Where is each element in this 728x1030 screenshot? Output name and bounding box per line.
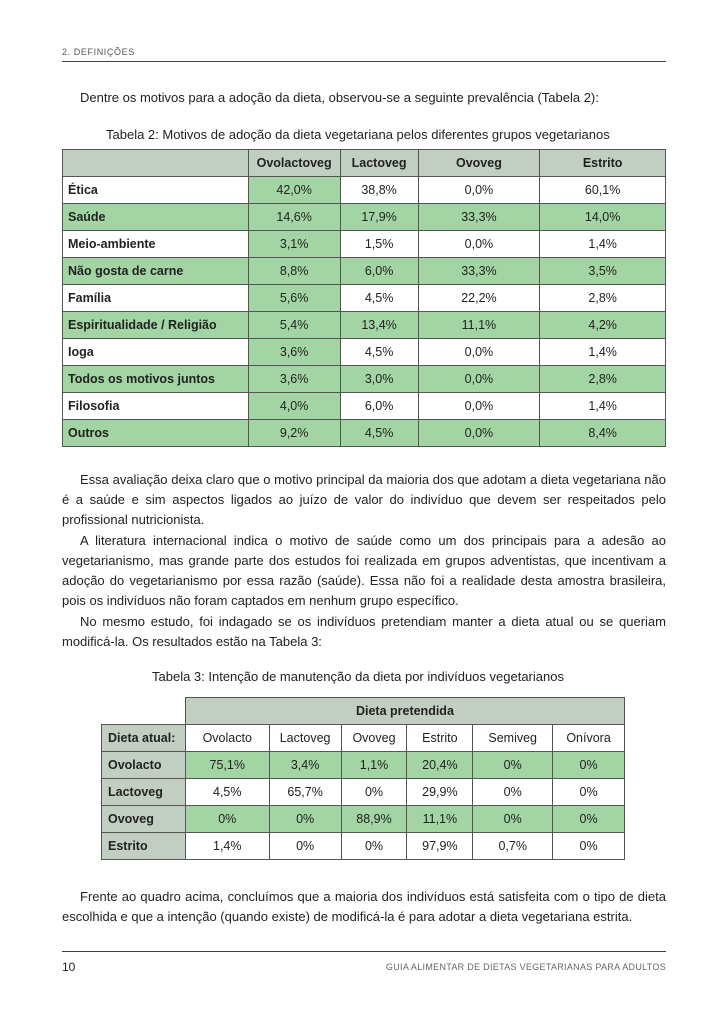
table-cell: 8,8%: [248, 258, 340, 285]
table-cell: 0%: [269, 833, 341, 860]
header-divider: [62, 61, 666, 62]
table-row: [102, 752, 625, 779]
table-cell: 8,4%: [540, 420, 666, 447]
table-cell: 4,5%: [340, 285, 418, 312]
table-cell: 22,2%: [418, 285, 540, 312]
table-row: [102, 833, 625, 860]
table-cell: 9,2%: [248, 420, 340, 447]
table-cell: 88,9%: [341, 806, 407, 833]
table-cell: 60,1%: [540, 177, 666, 204]
row-label: Saúde: [63, 204, 249, 231]
table-cell: 0%: [553, 779, 625, 806]
column-header: Semiveg: [473, 725, 553, 752]
table-cell: 1,4%: [185, 833, 269, 860]
column-header: Ovolacto: [185, 725, 269, 752]
table-cell: 75,1%: [185, 752, 269, 779]
current-diet-header: Dieta atual:: [102, 725, 186, 752]
column-header: Lactoveg: [340, 150, 418, 177]
table-cell: 4,5%: [340, 420, 418, 447]
table-cell: 11,1%: [407, 806, 473, 833]
table-cell: 4,2%: [540, 312, 666, 339]
table-cell: 0,0%: [418, 231, 540, 258]
table-cell: 0%: [553, 806, 625, 833]
table-row: [63, 393, 666, 420]
row-label: Meio-ambiente: [63, 231, 249, 258]
table-cell: 1,4%: [540, 393, 666, 420]
column-header: Estrito: [407, 725, 473, 752]
table3-caption: Tabela 3: Intenção de manutenção da dieta por indivíduos vegetarianos: [152, 669, 564, 684]
table-cell: 38,8%: [340, 177, 418, 204]
footer-divider: [62, 951, 666, 952]
table-cell: 0,7%: [473, 833, 553, 860]
row-label: Espiritualidade / Religião: [63, 312, 249, 339]
table-cell: 20,4%: [407, 752, 473, 779]
closing-paragraph: Frente ao quadro acima, concluímos que a maioria dos indivíduos está satisfeita com o tipo de dieta escolhida e que a intenção (quando existe) de modificá-la é para adotar a dieta vegetariana estrita.: [62, 889, 666, 924]
table-cell: 0,0%: [418, 177, 540, 204]
table-cell: 2,8%: [540, 285, 666, 312]
table-cell: 0%: [553, 752, 625, 779]
column-header: Estrito: [540, 150, 666, 177]
table-row: [63, 366, 666, 393]
table-cell: 97,9%: [407, 833, 473, 860]
table-cell: 0%: [341, 833, 407, 860]
table-cell: 14,0%: [540, 204, 666, 231]
table-cell: 0,0%: [418, 366, 540, 393]
table-cell: 33,3%: [418, 204, 540, 231]
diet-intention-table: [101, 697, 625, 860]
table-row: [63, 231, 666, 258]
table-cell: 1,4%: [540, 231, 666, 258]
reasons-table: [62, 149, 666, 447]
table-cell: 0%: [473, 752, 553, 779]
table-cell: 13,4%: [340, 312, 418, 339]
intro-paragraph: Dentre os motivos para a adoção da dieta, observou-se a seguinte prevalência (Tabela 2):: [80, 90, 599, 105]
table-row: [63, 339, 666, 366]
table-cell: 0%: [185, 806, 269, 833]
row-label: Ovoveg: [102, 806, 186, 833]
row-label: Ovolacto: [102, 752, 186, 779]
row-label: Não gosta de carne: [63, 258, 249, 285]
table-cell: 0%: [473, 779, 553, 806]
table-cell: 0,0%: [418, 393, 540, 420]
table-cell: 3,6%: [248, 339, 340, 366]
group-header-row: [102, 698, 625, 725]
table-header-row: [63, 150, 666, 177]
row-label: Ética: [63, 177, 249, 204]
table-cell: 65,7%: [269, 779, 341, 806]
row-label: Filosofia: [63, 393, 249, 420]
column-header: Lactoveg: [269, 725, 341, 752]
table-cell: 0,0%: [418, 339, 540, 366]
table-cell: 1,5%: [340, 231, 418, 258]
paragraph-3: No mesmo estudo, foi indagado se os indivíduos pretendiam manter a dieta atual ou se queriam modificá-la. Os resultados estão na Tabela 3:: [62, 614, 666, 649]
paragraph-1: Essa avaliação deixa claro que o motivo principal da maioria dos que adotam a dieta vegetariana não é a saúde e sim aspectos ligados ao juízo de valor do indivíduo que devem ser respeitados pelo profissional nutricionista.: [62, 472, 666, 527]
table-cell: 0%: [341, 779, 407, 806]
table-cell: 0%: [553, 833, 625, 860]
table-cell: 6,0%: [340, 258, 418, 285]
row-label: Lactoveg: [102, 779, 186, 806]
column-header: Ovoveg: [341, 725, 407, 752]
table-cell: 0%: [269, 806, 341, 833]
table-cell: 3,5%: [540, 258, 666, 285]
intended-diet-header: Dieta pretendida: [185, 698, 624, 725]
table-row: [102, 779, 625, 806]
column-header: Ovoveg: [418, 150, 540, 177]
table-cell: 11,1%: [418, 312, 540, 339]
column-header: Ovolactoveg: [248, 150, 340, 177]
column-header-row: [102, 725, 625, 752]
column-header: Onívora: [553, 725, 625, 752]
table-cell: 4,5%: [185, 779, 269, 806]
table-cell: 14,6%: [248, 204, 340, 231]
table-cell: 33,3%: [418, 258, 540, 285]
table-cell: 1,4%: [540, 339, 666, 366]
table-cell: 42,0%: [248, 177, 340, 204]
table-row: [102, 806, 625, 833]
row-label: Família: [63, 285, 249, 312]
table-cell: 29,9%: [407, 779, 473, 806]
page-number: 10: [62, 960, 76, 974]
table-cell: 3,0%: [340, 366, 418, 393]
table-cell: 6,0%: [340, 393, 418, 420]
table-cell: 3,1%: [248, 231, 340, 258]
table-cell: 2,8%: [540, 366, 666, 393]
table-row: [63, 204, 666, 231]
table-cell: 5,4%: [248, 312, 340, 339]
row-label: Outros: [63, 420, 249, 447]
section-label: 2. DEFINIÇÕES: [62, 47, 135, 57]
table-corner-cell: [63, 150, 249, 177]
table-row: [63, 258, 666, 285]
table-cell: 3,6%: [248, 366, 340, 393]
table-cell: 17,9%: [340, 204, 418, 231]
table-cell: 3,4%: [269, 752, 341, 779]
paragraph-2: A literatura internacional indica o motivo de saúde como um dos principais para a adesão ao vegetarianismo, mas grande parte dos estudos foi realizada em grupos adventistas, que incentivam a adoção do vegetarianismo por essa razão (saúde). Essa não foi a realidade desta amostra brasileira, pois os indivíduos não foram captados em nenhum grupo específico.: [62, 533, 666, 608]
table-row: [63, 420, 666, 447]
row-label: Ioga: [63, 339, 249, 366]
table-row: [63, 177, 666, 204]
table-corner-cell: [102, 698, 186, 725]
table-cell: 0%: [473, 806, 553, 833]
row-label: Estrito: [102, 833, 186, 860]
table-row: [63, 285, 666, 312]
row-label: Todos os motivos juntos: [63, 366, 249, 393]
table-row: [63, 312, 666, 339]
footer-title: GUIA ALIMENTAR DE DIETAS VEGETARIANAS PARA ADULTOS: [385, 962, 666, 972]
table-cell: 4,0%: [248, 393, 340, 420]
table-cell: 1,1%: [341, 752, 407, 779]
table-cell: 0,0%: [418, 420, 540, 447]
table-cell: 5,6%: [248, 285, 340, 312]
table-cell: 4,5%: [340, 339, 418, 366]
table2-caption: Tabela 2: Motivos de adoção da dieta vegetariana pelos diferentes grupos vegetarianos: [106, 127, 610, 142]
